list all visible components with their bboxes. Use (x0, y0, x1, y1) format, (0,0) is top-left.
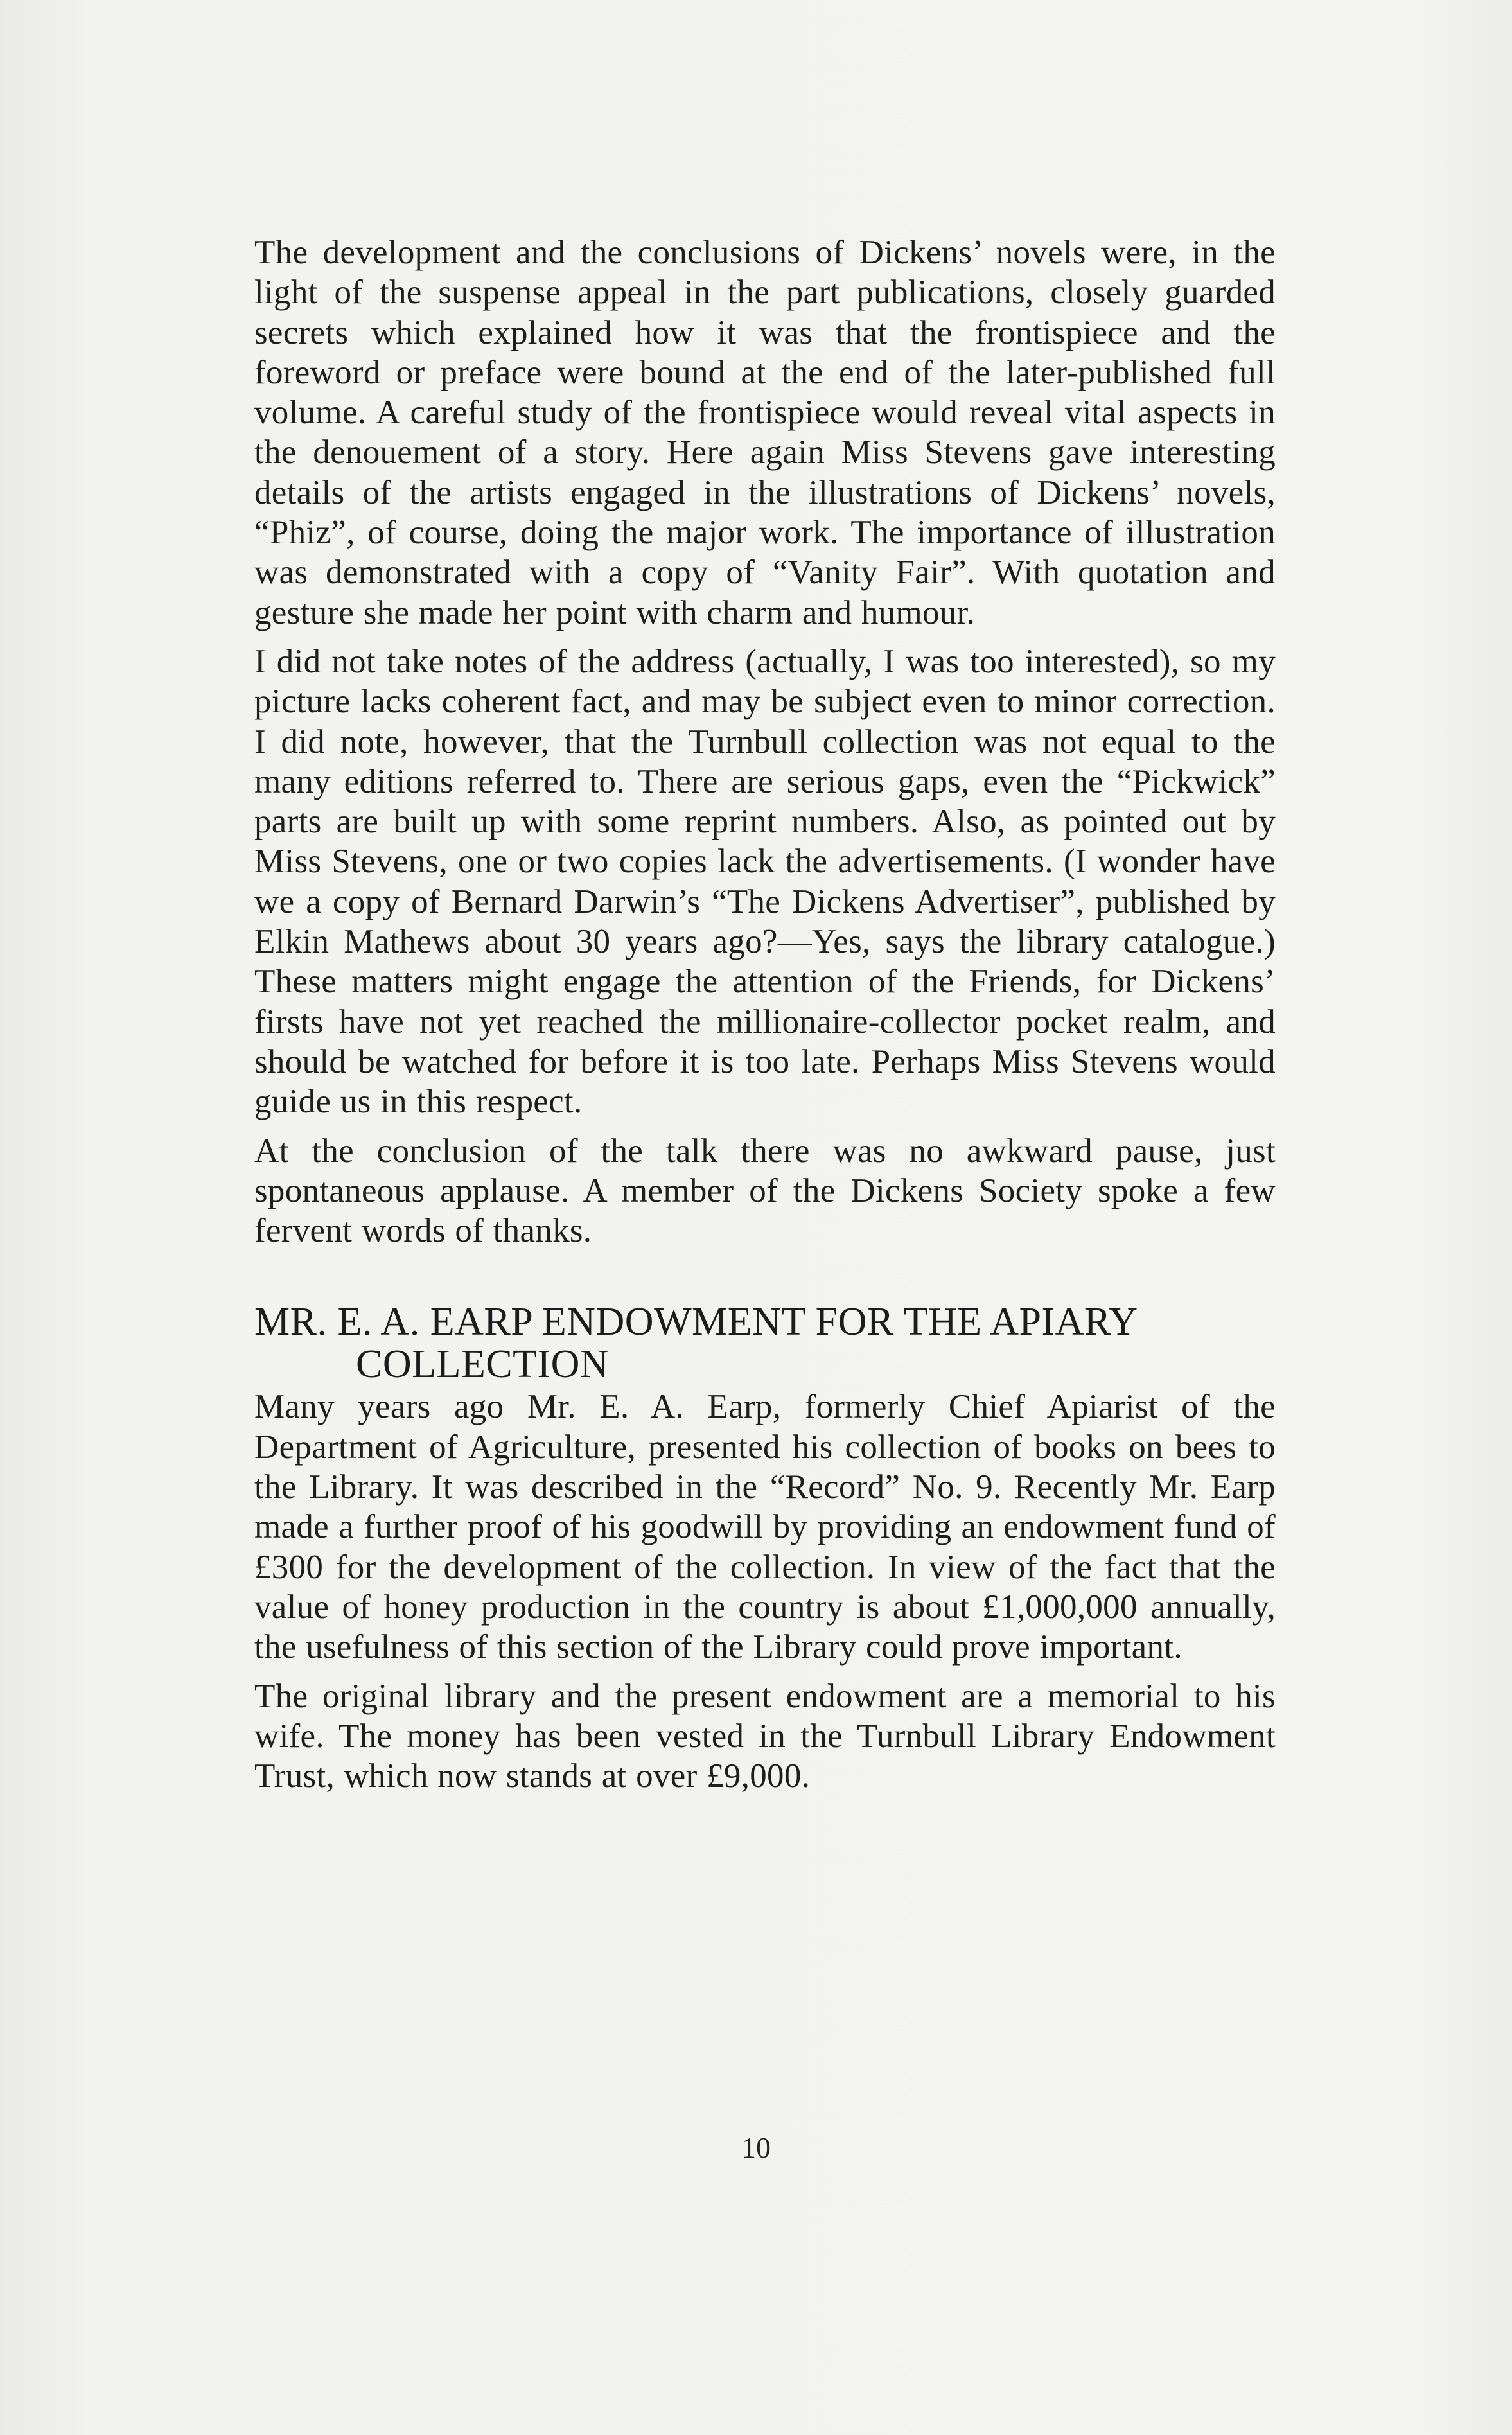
paragraph-dickens-frontispiece: The development and the conclusions of Dickens’ novels were, in the light of the suspense appeal in the part publications, closely guarded secrets which explained how it was that the frontispiece and the foreword or preface were bound at the end of the later-published full volume. A careful study of the frontispiece would reveal vital aspects in the denouement of a story. Here again Miss Stevens gave interesting details of the artists engaged in the illustrations of Dickens’ novels, “Phiz”, of course, doing the major work. The importance of illustration was demonstrated with a copy of “Vanity Fair”. With quotation and gesture she made her point with charm and humour. (254, 234, 1276, 631)
page-number: 10 (741, 2131, 771, 2164)
paragraph-earp-endowment: Many years ago Mr. E. A. Earp, formerly Chief Apiarist of the Department of Agriculture, presented his collection of books on bees to the Library. It was described in the “Record” No. 9. Recently Mr. Earp made a further proof of his goodwill by providing an endowment fund of £300 for the development of the collection. In view of the fact that the value of honey production in the country is about £1,000,000 annually, the usefulness of this section of the Library could prove important. (254, 1388, 1276, 1666)
paragraph-conclusion-of-talk: At the conclusion of the talk there was no awkward pause, just spontaneous applause. A member of the Dickens Society spoke a few fervent words of thanks. (254, 1132, 1276, 1250)
section-heading-line-1: MR. E. A. EARP ENDOWMENT FOR THE APIARY (254, 1300, 1138, 1344)
paragraph-memorial: The original library and the present endowment are a memorial to his wife. The money has been vested in the Turnbull Library Endowment Trust, which now stands at over £9,000. (254, 1677, 1276, 1795)
section-heading (254, 1301, 1276, 1385)
paragraph-turnbull-collection: I did not take notes of the address (actually, I was too interested), so my picture lacks coherent fact, and may be subject even to minor correction. I did note, however, that the Turnbull collection was not equal to the many editions referred to. There are serious gaps, even the “Pickwick” parts are built up with some reprint numbers. Also, as pointed out by Miss Stevens, one or two copies lack the advertisements. (I wonder have we a copy of Bernard Darwin’s “The Dickens Advertiser”, published by Elkin Mathews about 30 years ago?—Yes, says the library catalogue.) These matters might engage the attention of the Friends, for Dickens’ firsts have not yet reached the millionaire-collector pocket realm, and should be watched for before it is too late. Perhaps Miss Stevens would guide us in this respect. (254, 642, 1276, 1121)
section-heading-line-2: COLLECTION (356, 1342, 610, 1387)
page-content (254, 233, 1276, 1796)
